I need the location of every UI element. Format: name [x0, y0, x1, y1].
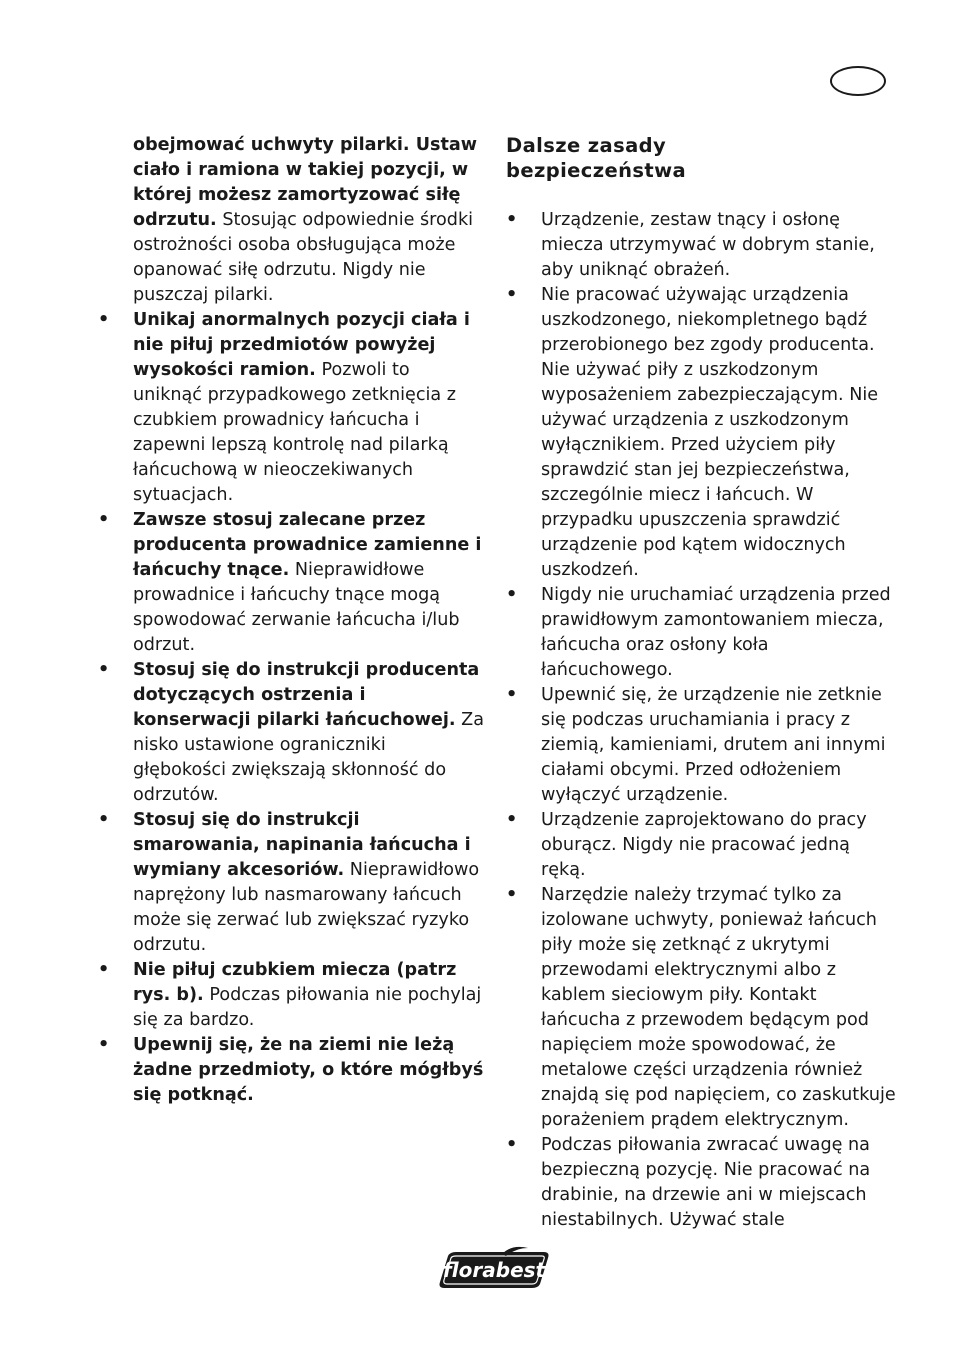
bullet: • — [98, 810, 110, 830]
item-text: Nieprawidłowe prowadnice i łańcuchy tnące mogą spowodować zerwanie łańcucha i/lub odrzut. — [133, 560, 460, 655]
bullet: • — [506, 685, 518, 705]
bullet: • — [506, 810, 518, 830]
item-bold: Upewnij się, że na ziemi nie leżą żadne przedmioty, o które mógłbyś się potknąć. — [133, 1035, 484, 1105]
list-item — [506, 883, 896, 1133]
left-column — [98, 133, 484, 1108]
item-text: Upewnić się, że urządzenie nie zetknie się podczas uruchamiania i pracy z ziemią, kamieniami, drutem ani innymi ciałami obcymi. Przed odłożeniem wyłączyć urządzenie. — [541, 685, 886, 805]
item-text: Pozwoli to uniknąć przypadkowego zetknięcia z czubkiem prowadnicy łańcucha i zapewni lepszą kontrolę nad pilarką łańcuchową w nieoczekiwanych sytuacjach. — [133, 360, 456, 505]
intro-bold: obejmować uchwyty pilarki. Ustaw ciało i ramiona w takiej pozycji, w której możesz zamortyzować siłę odrzutu. — [133, 135, 477, 230]
intro-paragraph — [98, 133, 484, 308]
list-item — [506, 808, 896, 883]
item-bold: Unikaj anormalnych pozycji ciała i nie piłuj przedmiotów powyżej wysokości ramion. — [133, 310, 470, 380]
list-item — [98, 1033, 484, 1108]
section-heading — [506, 133, 886, 183]
item-text: Nieprawidłowo naprężony lub nasmarowany łańcuch może się zerwać lub zwiększać ryzyko odrzutu. — [133, 860, 480, 955]
heading-line-1: Dalsze zasady — [506, 134, 667, 157]
list-item — [98, 658, 484, 808]
bullet: • — [506, 1135, 518, 1155]
list-item — [506, 283, 896, 583]
bullet: • — [506, 210, 518, 230]
item-text: Podczas piłowania zwracać uwagę na bezpieczną pozycję. Nie pracować na drabinie, na drzewie ani w miejscach niestabilnych. Używać stale — [541, 1135, 871, 1230]
language-badge — [830, 66, 886, 96]
item-text: Za nisko ustawione ograniczniki głębokości zwiększają skłonność do odrzutów. — [133, 710, 484, 805]
item-text: Nie pracować używając urządzenia uszkodzonego, niekompletnego bądź przerobionego bez zgody producenta. Nie używać piły z uszkodzonym wyposażeniem zabezpieczającym. Nie używać urządzenia z uszkodzonym wyłącznikiem. Przed użyciem piły sprawdzić stan jej bezpieczeństwa, szczególnie miecz i łańcuch. W przypadku upuszczenia sprawdzić urządzenie pod kątem widocznych uszkodzeń. — [541, 285, 879, 580]
intro-text: Stosując odpowiednie środki ostrożności osoba obsługująca może opanować siłę odrzutu. Nigdy nie puszczaj pilarki. — [133, 210, 474, 305]
list-item — [98, 508, 484, 658]
bullet: • — [98, 310, 110, 330]
list-item — [98, 958, 484, 1033]
heading-line-2: bezpieczeństwa — [506, 159, 687, 182]
list-item — [506, 208, 896, 283]
item-text: Podczas piłowania nie pochylaj się za bardzo. — [133, 985, 482, 1030]
item-bold: Nie piłuj czubkiem miecza (patrz rys. b). — [133, 960, 457, 1005]
item-text: Narzędzie należy trzymać tylko za izolowane uchwyty, ponieważ łańcuch piły może się zetknąć z ukrytymi przewodami elektrycznymi albo z kablem sieciowym piły. Kontakt łańcucha z przewodem będącym pod napięciem może spowodować, że metalowe części urządzenia również znajdą się pod napięciem, co zaskutkuje porażeniem prądem elektrycznym. — [541, 885, 896, 1130]
item-text: Urządzenie, zestaw tnący i osłonę miecza utrzymywać w dobrym stanie, aby uniknąć obrażeń. — [541, 210, 875, 280]
right-column — [506, 208, 896, 1233]
list-item — [506, 583, 896, 683]
item-text: Urządzenie zaprojektowano do pracy oburącz. Nigdy nie pracować jedną ręką. — [541, 810, 867, 880]
florabest-logo — [436, 1244, 552, 1290]
item-bold: Zawsze stosuj zalecane przez producenta prowadnice zamienne i łańcuchy tnące. — [133, 510, 482, 580]
list-item — [506, 1133, 896, 1233]
logo-text: florabest — [442, 1258, 546, 1282]
bullet: • — [506, 285, 518, 305]
item-bold: Stosuj się do instrukcji smarowania, napinania łańcucha i wymiany akcesoriów. — [133, 810, 471, 880]
bullet: • — [506, 585, 518, 605]
bullet: • — [98, 660, 110, 680]
bullet: • — [98, 960, 110, 980]
bullet: • — [506, 885, 518, 905]
list-item — [98, 808, 484, 958]
bullet: • — [98, 510, 110, 530]
item-text: Nigdy nie uruchamiać urządzenia przed prawidłowym zamontowaniem miecza, łańcucha oraz osłony koła łańcuchowego. — [541, 585, 891, 680]
list-item — [98, 308, 484, 508]
bullet: • — [98, 1035, 110, 1055]
list-item — [506, 683, 896, 808]
item-bold: Stosuj się do instrukcji producenta dotyczących ostrzenia i konserwacji pilarki łańcuchowej. — [133, 660, 480, 730]
